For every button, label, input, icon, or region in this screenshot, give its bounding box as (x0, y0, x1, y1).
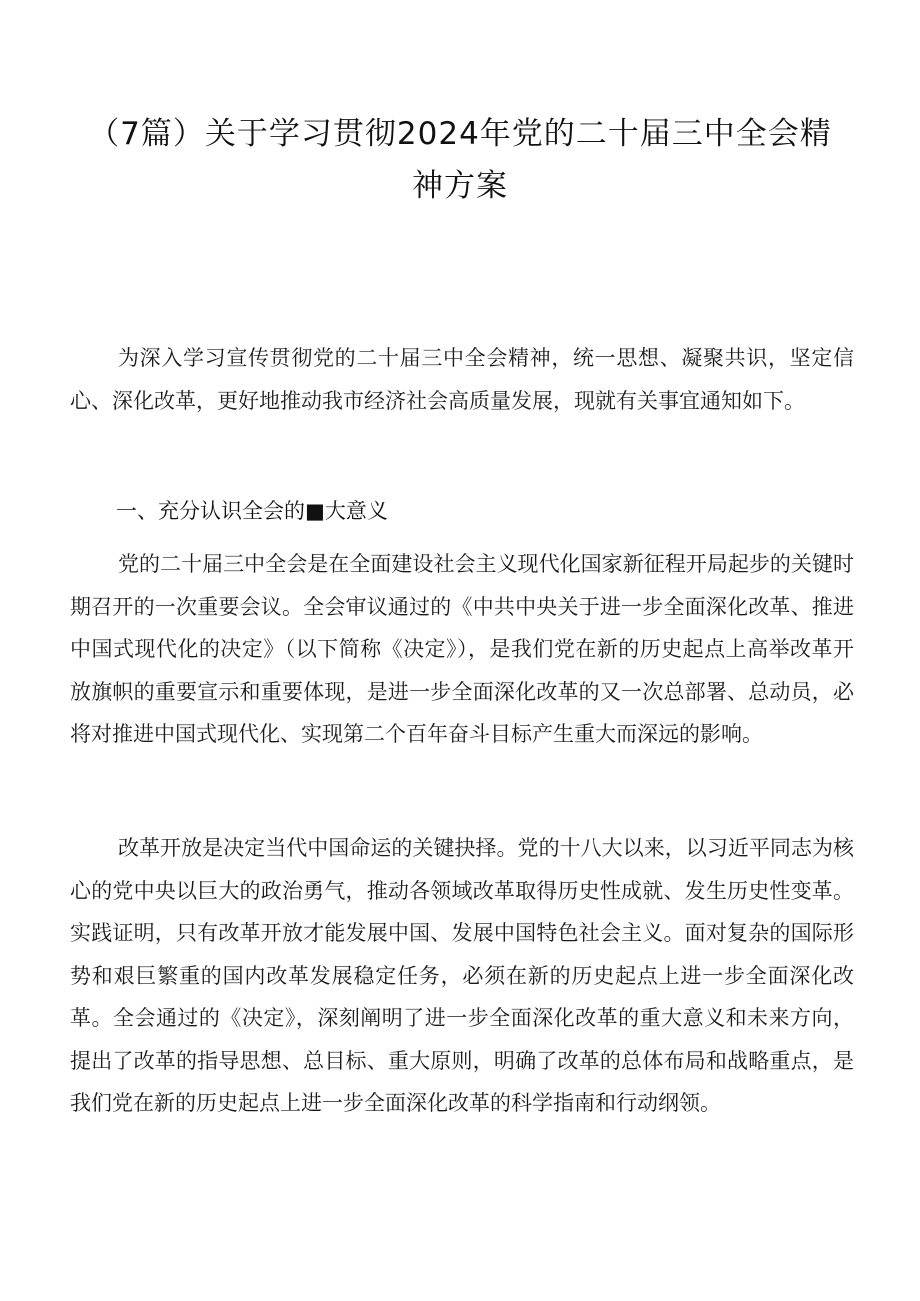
document-title (60, 108, 860, 212)
section-1-paragraph-2: 改革开放是决定当代中国命运的关键抉择。党的十八大以来，以习近平同志为核心的党中央以巨大的政治勇气，推动各领域改革取得历史性成就、发生历史性变革。实践证明，只有改革开放才能发展中国、发展中国特色社会主义。面对复杂的国际形势和艰巨繁重的国内改革发展稳定任务，必须在新的历史起点上进一步全面深化改革。全会通过的《决定》，深刻阐明了进一步全面深化改革的重大意义和未来方向，提出了改革的指导思想、总目标、重大原则，明确了改革的总体布局和战略重点，是我们党在新的历史起点上进一步全面深化改革的科学指南和行动纲领。 (70, 836, 854, 1115)
intro-paragraph: 为深入学习宣传贯彻党的二十届三中全会精神，统一思想、凝聚共识，坚定信心、深化改革，更好地推动我市经济社会高质量发展，现就有关事宜通知如下。 (70, 346, 854, 413)
document-title-line-1: （7篇）关于学习贯彻2024年党的二十届三中全会精 (88, 116, 832, 152)
document-title-line-2: 神方案 (412, 168, 508, 204)
section-heading-1: 一、充分认识全会的■大意义 (116, 499, 388, 523)
section-1-paragraph-1: 党的二十届三中全会是在全面建设社会主义现代化国家新征程开局起步的关键时期召开的一次重要会议。全会审议通过的《中共中央关于进一步全面深化改革、推进中国式现代化的决定》（以下简称《决定》），是我们党在新的历史起点上高举改革开放旗帜的重要宣示和重要体现，是进一步全面深化改革的又一次总部署、总动员，必将对推进中国式现代化、实现第二个百年奋斗目标产生重大而深远的影响。 (70, 552, 854, 746)
